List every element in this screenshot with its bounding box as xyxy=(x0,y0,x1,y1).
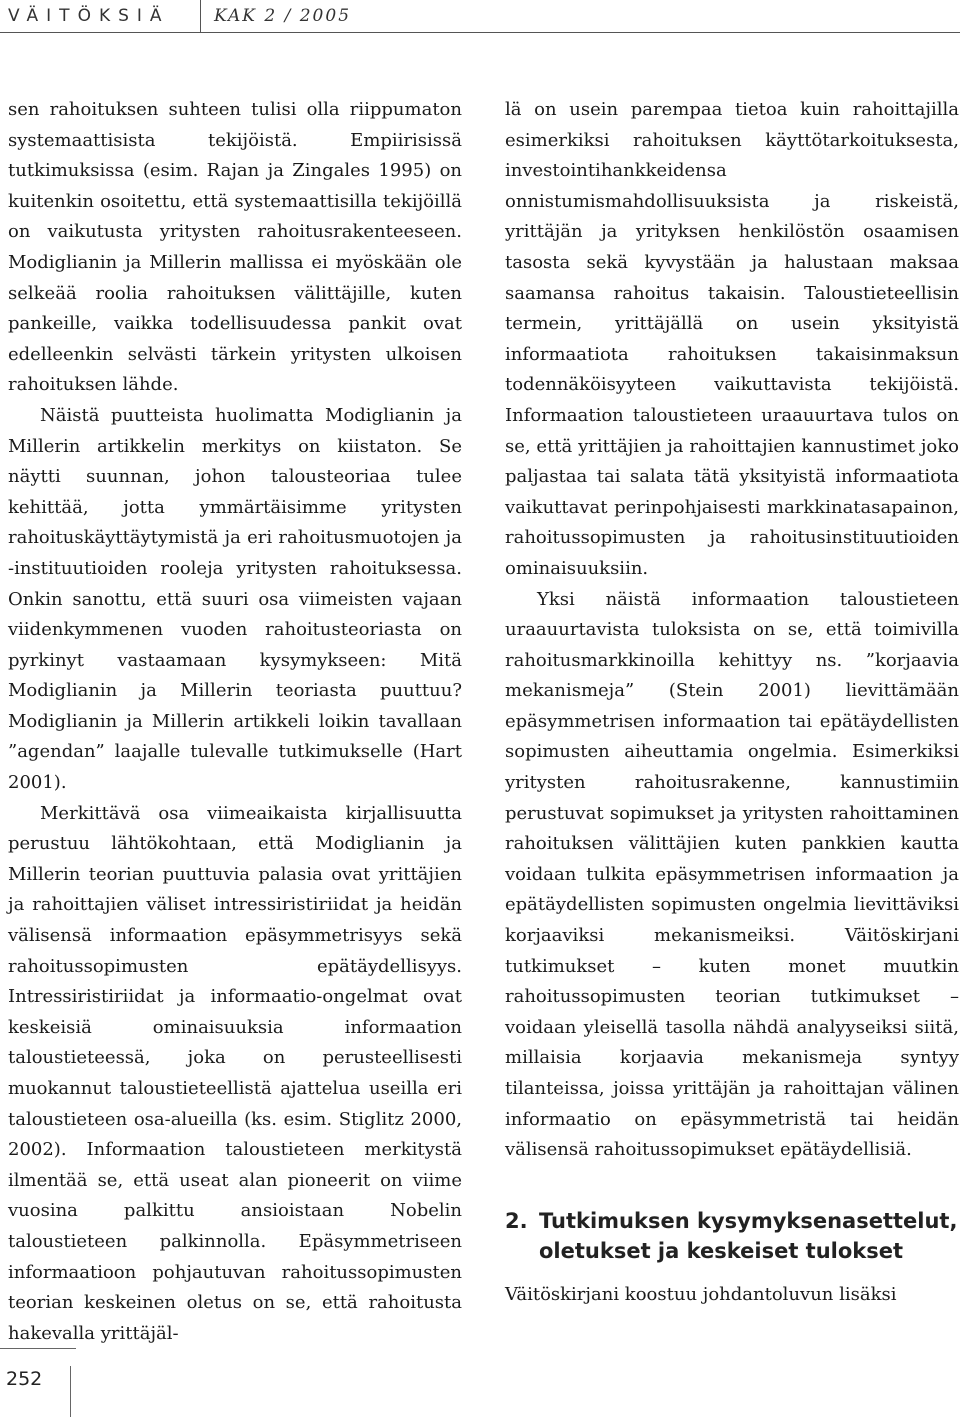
footer-rule xyxy=(0,1348,76,1349)
right-column xyxy=(505,95,959,1310)
section-first-paragraph: Väitöskirjani koostuu johdantoluvun lisäksi xyxy=(505,1283,897,1305)
section-heading xyxy=(505,1206,959,1266)
header-section-title: VÄITÖKSIÄ xyxy=(8,6,170,26)
running-header xyxy=(0,0,960,33)
page-number: 252 xyxy=(6,1368,43,1390)
left-column xyxy=(8,95,462,1349)
paragraph: Näistä puutteista huolimatta Modiglianin ja Millerin artikkelin merkitys on kiistaton. Se näytti suunnan, johon talousteoriaa tulee kehittää, jotta ymmärtäisimme yritysten rahoituskäyttäytymistä ja eri rahoitusmuotojen ja -instituutioiden rooleja yritysten rahoituksessa. Onkin sanottu, että suuri osa viimeisten vajaan viidenkymmenen vuoden rahoitusteoriasta on pyrkinyt vastaamaan kysymykseen: Mitä Modiglianin ja Millerin teoriasta puuttuu? Modiglianin ja Millerin artikkeli loikin tavallaan ”agendan” laajalle tulevalle tutkimukselle (Hart 2001). xyxy=(8,404,462,794)
paragraph: Merkittävä osa viimeaikaista kirjallisuutta perustuu lähtökohtaan, että Modiglianin ja Millerin teorian puuttuvia palasia ovat yrittäjien ja rahoittajien väliset intressiristiriidat ja heidän välisensä informaation epäsymmetrisyys sekä rahoitussopimusten epätäydellisyys. Intressiristiriidat ja informaatio-ongelmat ovat keskeisiä ominaisuuksia informaation taloustieteessä, joka on perusteellisesti muokannut taloustieteellistä ajattelua useilla eri taloustieteen osa-alueilla (ks. esim. Stiglitz 2000, 2002). Informaation taloustieteen merkitystä ilmentää se, että useat alan pioneerit on viime vuosina palkittu ansioistaan Nobelin taloustieteen palkinnolla. Epäsymmetriseen informaatioon pohjautuvan rahoitussopimusten teorian keskeinen oletus on se, että rahoitusta hakevalla yrittäjäl- xyxy=(8,802,462,1344)
footer-divider xyxy=(70,1366,71,1417)
section-title: Tutkimuksen kysymyksenasettelut, oletukset ja keskeiset tulokset xyxy=(539,1208,958,1263)
paragraph: Yksi näistä informaation taloustieteen uraauurtavista tuloksista on se, että toimivilla rahoitusmarkkinoilla kehittyy ns. ”korjaavia mekanismeja” (Stein 2001) lievittämään epäsymmetrisen informaation tai epätäydellisten sopimusten aiheuttamia ongelmia. Esimerkiksi yritysten rahoitusrakenne, kannustimiin perustuvat sopimukset ja yritysten rahoittaminen rahoituksen välittäjien kuten pankkien kautta voidaan tulkita epäsymmetrisen informaation ja epätäydellisten sopimusten ongelmia lievittäviksi korjaaviksi mekanismeiksi. Väitöskirjani tutkimukset – kuten monet muutkin rahoitussopimusten teorian tutkimukset – voidaan yleisellä tasolla nähdä analyyseiksi siitä, millaisia korjaavia mekanismeja syntyy tilanteissa, joissa yrittäjän ja rahoittajan välinen informaatio on epäsymmetristä tai heidän välisensä rahoitussopimukset epätäydellisiä. xyxy=(505,588,959,1161)
paragraph-continued: lä on usein parempaa tietoa kuin rahoittajilla esimerkiksi rahoituksen käyttötarkoituksesta, investointihankkeidensa onnistumismahdollisuuksista ja riskeistä, yrittäjän ja yrityksen henkilöstön osaamisen tasosta sekä kyvystään ja halustaan maksaa saamansa rahoitus takaisin. Taloustieteellisin termein, yrittäjällä on usein yksityistä informaatiota rahoituksen takaisinmaksun todennäköisyyteen vaikuttavista tekijöistä. Informaation taloustieteen uraauurtava tulos on se, että yrittäjien ja rahoittajien kannustimet joko paljastaa tai salata tätä yksityistä informaatiota vaikuttavat perinpohjaisesti markkinatasapainon, rahoitussopimusten ja rahoitusinstituutioiden ominaisuuksiin. xyxy=(505,99,959,579)
section-number: 2. xyxy=(505,1208,528,1233)
paragraph-continued: sen rahoituksen suhteen tulisi olla riippumaton systemaattisista tekijöistä. Empiirisissä tutkimuksissa (esim. Rajan ja Zingales 1995) on kuitenkin osoitettu, että systemaattisilla tekijöillä on vaikutusta yritysten rahoitusrakenteeseen. Modiglianin ja Millerin mallissa ei myöskään ole selkeää roolia rahoituksen välittäjille, kuten pankeille, vaikka todellisuudessa pankit ovat edelleenkin selvästi tärkein yritysten ulkoisen rahoituksen lähde. xyxy=(8,99,462,396)
header-divider xyxy=(200,0,201,33)
header-issue-label: KAK 2 / 2005 xyxy=(214,6,352,26)
